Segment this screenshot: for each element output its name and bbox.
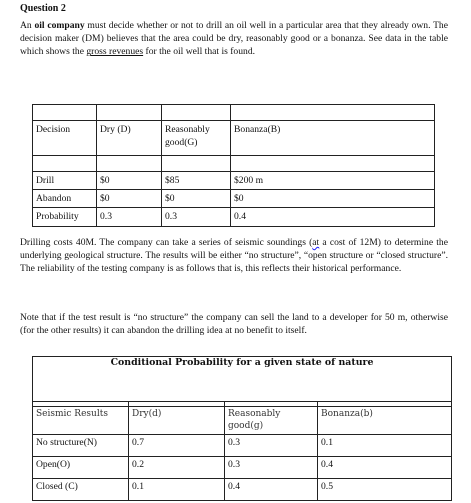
table-cell: 0.4 bbox=[225, 478, 318, 500]
header-cell: Seismic Results bbox=[33, 407, 129, 435]
intro-text-middle: must decide whether or not to drill an oil well in a particular area that they already own. The decision maker (DM) believes that the area could be dry, reasonably good or a bonanza. See data in the table which shows the bbox=[20, 20, 448, 58]
intro-text-end: for the oil well that is found. bbox=[143, 46, 256, 58]
table-spacer-row bbox=[33, 105, 435, 121]
drilling-paragraph bbox=[20, 236, 448, 276]
spelling-flag-word: at bbox=[312, 237, 320, 248]
table-cell: 0.3 bbox=[97, 208, 162, 226]
table-cell: $85 bbox=[162, 172, 231, 190]
header-cell: Dry(d) bbox=[129, 407, 225, 435]
intro-underlined-phrase: gross revenues bbox=[86, 46, 144, 58]
table-cell: $0 bbox=[97, 190, 162, 208]
table-cell: $0 bbox=[162, 190, 231, 208]
table-cell: No structure(N) bbox=[33, 434, 129, 456]
table-cell: Closed (C) bbox=[33, 478, 129, 500]
note-paragraph: Note that if the test result is “no structure” the company can sell the land to a developer for 50 m, otherwise (for the other results) it can abandon the drilling idea at no benefit to itself. bbox=[20, 312, 448, 337]
table-row bbox=[33, 208, 435, 226]
table-cell: 0.4 bbox=[231, 208, 435, 226]
drilling-text-start: Drilling costs 40M. The company can take a series of seismic soundings ( bbox=[20, 237, 313, 248]
header-cell: Decision bbox=[33, 121, 97, 156]
header-cell: Reasonably good(G) bbox=[162, 121, 231, 156]
table-cell: $0 bbox=[231, 190, 435, 208]
question-heading: Question 2 bbox=[20, 3, 66, 14]
table-cell: 0.2 bbox=[129, 456, 225, 478]
table-cell: 0.1 bbox=[129, 478, 225, 500]
intro-text-start: An bbox=[20, 20, 35, 31]
table-cell: $0 bbox=[97, 172, 162, 190]
table-cell: 0.5 bbox=[318, 478, 452, 500]
table-cell: Probability bbox=[33, 208, 97, 226]
table-cell: Drill bbox=[33, 172, 97, 190]
table-cell: 0.4 bbox=[318, 456, 452, 478]
table-row bbox=[33, 434, 452, 456]
header-cell: Reasonably good(g) bbox=[225, 407, 318, 435]
table-title: Conditional Probability for a given state of nature bbox=[33, 357, 452, 402]
conditional-probability-table bbox=[32, 356, 452, 501]
table-cell: Abandon bbox=[33, 190, 97, 208]
table-cell: Open(O) bbox=[33, 456, 129, 478]
table-row bbox=[33, 478, 452, 500]
table-cell: 0.3 bbox=[162, 208, 231, 226]
table-cell: 0.7 bbox=[129, 434, 225, 456]
table-cell: $200 m bbox=[231, 172, 435, 190]
header-cell: Dry (D) bbox=[97, 121, 162, 156]
table-row bbox=[33, 456, 452, 478]
table-row bbox=[33, 190, 435, 208]
table-cell: 0.1 bbox=[318, 434, 452, 456]
header-cell: Bonanza(b) bbox=[318, 407, 452, 435]
table-header-row bbox=[33, 121, 435, 156]
table-cell: 0.3 bbox=[225, 434, 318, 456]
intro-paragraph bbox=[20, 19, 448, 59]
table-header-row bbox=[33, 407, 452, 435]
header-cell: Bonanza(B) bbox=[231, 121, 435, 156]
table-cell: 0.3 bbox=[225, 456, 318, 478]
intro-bold-phrase: oil company bbox=[34, 20, 85, 31]
table-spacer-row bbox=[33, 156, 435, 172]
table-row bbox=[33, 172, 435, 190]
drilling-text-end: a cost of 12M) to determine the underlying geological structure. The results will be either “no structure”, “open structure or “closed structure”. The reliability of the testing company is as follows that is, this reflects their historical performance. bbox=[20, 237, 448, 275]
revenue-table bbox=[32, 104, 435, 227]
